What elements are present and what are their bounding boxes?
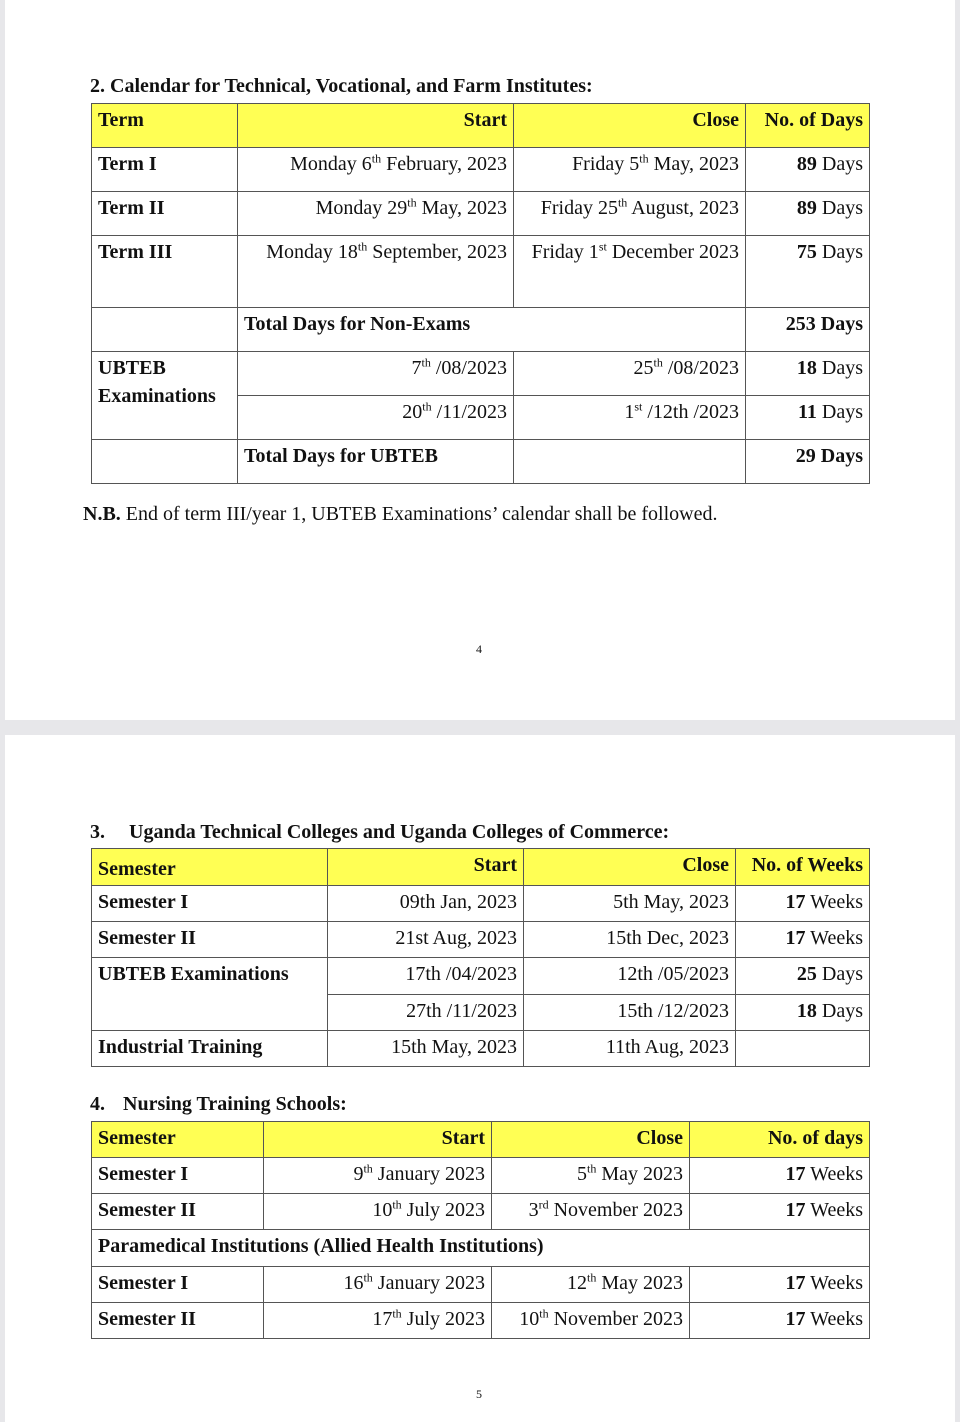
semester-start: 17th /04/2023 (328, 958, 524, 995)
semester-name: Semester I (92, 1267, 264, 1303)
table-row (92, 886, 870, 922)
table-row (92, 1194, 870, 1230)
empty-cell (92, 308, 238, 352)
semester-duration: 17 Weeks (736, 922, 870, 958)
ubteb-start: 20th /11/2023 (238, 396, 514, 440)
term-name: Term II (92, 192, 238, 236)
header-term: Term (92, 104, 238, 148)
ubteb-close: 1st /12th /2023 (514, 396, 746, 440)
header-days: No. of Days (746, 104, 870, 148)
section-4-heading: 4. Nursing Training Schools: (90, 1093, 347, 1115)
semester-close: 3rd November 2023 (492, 1194, 690, 1230)
table-row (92, 1158, 870, 1194)
semester-start: 09th Jan, 2023 (328, 886, 524, 922)
ubteb-days: 11 Days (746, 396, 870, 440)
semester-duration: 17 Weeks (690, 1158, 870, 1194)
term-start: Monday 29th May, 2023 (238, 192, 514, 236)
semester-duration: 17 Weeks (690, 1194, 870, 1230)
semester-name (92, 995, 328, 1031)
term-name: Term I (92, 148, 238, 192)
ubteb-close: 25th /08/2023 (514, 352, 746, 396)
semester-duration: 17 Weeks (690, 1303, 870, 1339)
total-ubteb-value: 29 Days (746, 440, 870, 484)
empty-cell (514, 440, 746, 484)
semester-name: Semester II (92, 1303, 264, 1339)
semester-close: 12th /05/2023 (524, 958, 736, 995)
semester-duration: 18 Days (736, 995, 870, 1031)
document-page-4 (5, 0, 955, 720)
table-header-row (92, 849, 870, 886)
semester-close: 12th May 2023 (492, 1267, 690, 1303)
paramedical-label: Paramedical Institutions (Allied Health Institutions) (92, 1230, 870, 1267)
table-row (92, 958, 870, 995)
semester-name: Semester II (92, 1194, 264, 1230)
header-start: Start (328, 849, 524, 886)
total-ubteb-row (92, 440, 870, 484)
term-days: 89 Days (746, 148, 870, 192)
semester-close: 5th May, 2023 (524, 886, 736, 922)
semester-name: Industrial Training (92, 1031, 328, 1067)
total-non-exams-value: 253 Days (746, 308, 870, 352)
paramedical-heading-row (92, 1230, 870, 1267)
term-close: Friday 5th May, 2023 (514, 148, 746, 192)
semester-duration (736, 1031, 870, 1067)
nb-note: N.B. End of term III/year 1, UBTEB Examinations’ calendar shall be followed. (83, 503, 718, 525)
page-number: 5 (476, 1387, 482, 1401)
semester-start: 17th July 2023 (264, 1303, 492, 1339)
term-start: Monday 18th September, 2023 (238, 236, 514, 308)
term-close: Friday 25th August, 2023 (514, 192, 746, 236)
header-close: Close (514, 104, 746, 148)
table-row (92, 995, 870, 1031)
document-page-5 (5, 735, 955, 1422)
header-weeks: No. of Weeks (736, 849, 870, 886)
table-row (92, 148, 870, 192)
page-number: 4 (476, 642, 482, 656)
table-header-row (92, 104, 870, 148)
term-name: Term III (92, 236, 238, 308)
table-row (92, 1031, 870, 1067)
nursing-schools-table (91, 1121, 870, 1339)
table-row (92, 192, 870, 236)
total-non-exams-row (92, 308, 870, 352)
table-header-row (92, 1122, 870, 1158)
empty-cell (92, 440, 238, 484)
semester-close: 10th November 2023 (492, 1303, 690, 1339)
header-close: Close (492, 1122, 690, 1158)
semester-start: 15th May, 2023 (328, 1031, 524, 1067)
table-row (92, 1267, 870, 1303)
semester-name: UBTEB Examinations (92, 958, 328, 995)
semester-duration: 17 Weeks (690, 1267, 870, 1303)
semester-start: 10th July 2023 (264, 1194, 492, 1230)
semester-start: 16th January 2023 (264, 1267, 492, 1303)
technical-colleges-table (91, 848, 870, 1067)
term-days: 75 Days (746, 236, 870, 308)
ubteb-days: 18 Days (746, 352, 870, 396)
semester-start: 27th /11/2023 (328, 995, 524, 1031)
semester-close: 5th May 2023 (492, 1158, 690, 1194)
total-ubteb-label: Total Days for UBTEB (238, 440, 514, 484)
ubteb-start: 7th /08/2023 (238, 352, 514, 396)
header-close: Close (524, 849, 736, 886)
technical-institutes-table (91, 103, 870, 484)
semester-close: 15th /12/2023 (524, 995, 736, 1031)
term-close: Friday 1st December 2023 (514, 236, 746, 308)
header-semester: Semester (92, 849, 328, 886)
table-row (92, 236, 870, 308)
semester-name: Semester I (92, 1158, 264, 1194)
ubteb-label: UBTEB Examinations (92, 352, 238, 440)
semester-close: 11th Aug, 2023 (524, 1031, 736, 1067)
header-start: Start (238, 104, 514, 148)
semester-name: Semester I (92, 886, 328, 922)
semester-start: 21st Aug, 2023 (328, 922, 524, 958)
semester-start: 9th January 2023 (264, 1158, 492, 1194)
total-non-exams-label: Total Days for Non-Exams (238, 308, 746, 352)
semester-close: 15th Dec, 2023 (524, 922, 736, 958)
ubteb-row (92, 352, 870, 396)
table-row (92, 922, 870, 958)
header-days: No. of days (690, 1122, 870, 1158)
term-days: 89 Days (746, 192, 870, 236)
section-2-heading: 2. Calendar for Technical, Vocational, and Farm Institutes: (90, 75, 593, 97)
semester-duration: 17 Weeks (736, 886, 870, 922)
header-semester: Semester (92, 1122, 264, 1158)
section-3-heading: 3. Uganda Technical Colleges and Uganda Colleges of Commerce: (90, 821, 670, 843)
header-start: Start (264, 1122, 492, 1158)
semester-name: Semester II (92, 922, 328, 958)
table-row (92, 1303, 870, 1339)
term-start: Monday 6th February, 2023 (238, 148, 514, 192)
semester-duration: 25 Days (736, 958, 870, 995)
